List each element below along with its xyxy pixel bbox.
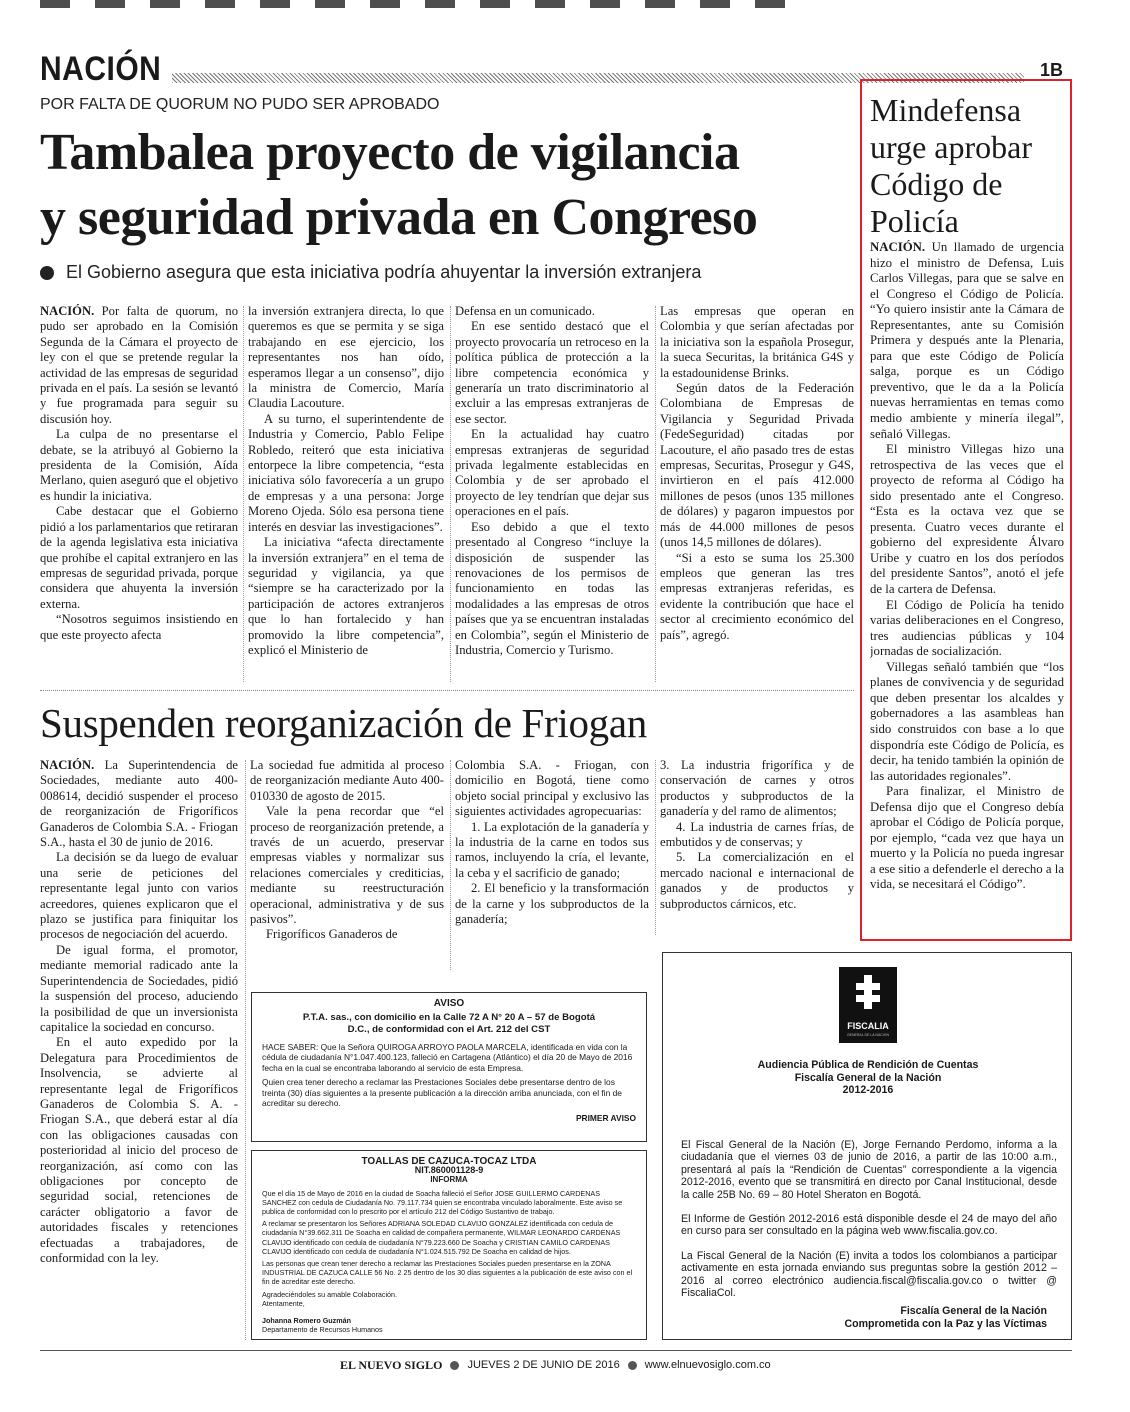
column-rule [245, 760, 246, 1340]
article1-column-4: Las empresas que operan en Colombia y que serían afectadas por la iniciativa son la española Prosegur, la sueca Securitas, la británica G4S y la estadounidense Brinks. Según datos de la Federación Colombiana de Empresas de Vigilancia y Seguridad Privada (FedeSeguridad) citadas por Lacouture, el año pasado tres de estas empresas, Securitas, Prosegur y G4S, invirtieron en el país 412.000 millones de pesos (unos 135 millones de dólares) y pagaron impuestos por más de 44.000 millones de pesos (unos 14,5 millones de dólares). “Si a esto se suma los 25.300 empleos que generan las tres empresas extranjeras referidas, es evidente la contribución que hace el sector al crecimiento económico del país”, agregó. [660, 304, 854, 642]
article2-column-3: Colombia S.A. - Friogan, con domicilio en Bogotá, tiene como objeto social principal y exclusivo las siguientes actividades agropecuarias: 1. La explotación de la ganadería y la industria de la carne en todos sus ramos, incluyendo la cría, el levante, la ceba y el sacrificio de ganado; 2. El beneficio y la transformación de la carne y los subproductos de la ganadería; [455, 758, 649, 927]
article1-column-2: la inversión extranjera directa, lo que queremos es que se permita y se siga trabajando en ese ejercicio, los representantes nos han oído, esperamos llegar a un consenso”, dijo la ministra de Comercio, María Claudia Lacouture. A su turno, el superintendente de Industria y Comercio, Pablo Felipe Robledo, reiteró que esta iniciativa entorpece la libre competencia, “esta iniciativa sólo favorecería a un grupo de empresas y a una persona: Jorge Moreno Ojeda. Sólo esa persona tiene interés en desviar las investigaciones”. La iniciativa “afecta directamente la inversión extranjera” en el tema de seguridad y vigilancia, ya que “siempre se ha caracterizado por la participación de actores extranjeros que lo han fortalecido y han promovido la libre competencia”, explicó el Ministerio de [248, 304, 444, 657]
puzzle-icon [856, 975, 880, 1009]
section-divider [40, 690, 854, 691]
top-cropped-strip [40, 0, 800, 8]
footer-bar [340, 1356, 771, 1374]
article1-column-1: NACIÓN. Por falta de quorum, no pudo ser aprobado en la Comisión Segunda de la Cámara el proyecto de ley con el que se pretende regular la actividad de las empresas de seguridad privada en el país. La sesión se levantó y fue programada para seguir su discusión hoy. La culpa de no presentarse el debate, se la atribuyó al Gobierno la presidenta de la Comisión, Aída Merlano, quien aseguró que el objetivo es hundir la iniciativa. Cabe destacar que el Gobierno pidió a los parlamentarios que retiraran de la agenda legislativa esta iniciativa que prohíbe el capital extranjero en las empresas de seguridad privada, porque considera que ahuyenta la inversión externa. “Nosotros seguimos insistiendo en que este proyecto afecta [40, 304, 238, 642]
article1-headline-line2: y seguridad privada en Congreso [40, 189, 758, 246]
column-rule [243, 306, 244, 682]
aviso-tocaz-title: TOALLAS DE CAZUCA-TOCAZ LTDA [361, 1156, 537, 1167]
article1-column-3: Defensa en un comunicado. En ese sentido destacó que el proyecto provocaría un retroceso en la política pública de protección a la libre competencia económica y generaría un trato discriminatorio al excluir a las empresas extranjeras de ese sector. En la actualidad hay cuatro empresas extranjeras de seguridad privada legalmente establecidas en Colombia y de ser aprobado el proyecto de ley tendrían que dejar sus operaciones en el país. Eso debido a que el texto presentado al Congreso “incluye la disposición de suspender las renovaciones de los permisos de funcionamiento en todas las modalidades a las empresas de otros países que ya se encuentran instaladas en Colombia”, según el Ministerio de Industria, Comercio y Turismo. [455, 304, 649, 657]
website-url[interactable]: www.elnuevosiglo.com.co [644, 1359, 771, 1371]
aviso-subtitle: P.T.A. sas., con domicilio en la Calle 72 A N° 20 A – 57 de Bogotá D.C., de conformidad con el Art. 212 del CST [302, 1011, 596, 1035]
page-number: 1B [1040, 60, 1064, 80]
aviso-pta-box: AVISO P.T.A. sas., con domicilio en la Calle 72 A N° 20 A – 57 de Bogotá D.C., de conformidad con el Art. 212 del CST HACE SABER: Que la Señora QUIROGA ARROYO PAOLA MARCELA, identificada en vida con la cédula de ciudadanía N°1.047.400.123, falleció en Cartagena (Atlántico) el día 20 de Mayo de 2016 fecha en la cual se encontraba laborando al servicio de esta Empresa. Quien crea tener derecho a reclamar las Prestaciones Sociales debe presentarse dentro de los treinta (30) días siguientes a la presente publicación a la dirección arriba anunciada, con el fin de acreditar su derecho. PRIMER AVISO [251, 992, 647, 1142]
column-rule [450, 306, 451, 682]
dateline: NACIÓN. [40, 304, 95, 318]
fiscalia-logo: FISCALIA GENERAL DE LA NACION [839, 967, 897, 1043]
column-rule [655, 306, 656, 682]
aviso-title: AVISO [433, 998, 465, 1009]
article1-kicker: POR FALTA DE QUORUM NO PUDO SER APROBADO [40, 96, 440, 113]
article2-headline: Suspenden reorganización de Friogan [40, 700, 647, 746]
article2-column-4: 3. La industria frigorífica y de conservación de carnes y otros productos y subproductos de la ganadería y del ramo de alimentos; 4. La industria de carnes frías, de embutidos y de conservas; y 5. La comercialización en el mercado nacional e internacional de ganados y de productos y subproductos cárnicos, etc. [660, 758, 854, 911]
newspaper-name: EL NUEVO SIGLO [340, 1357, 443, 1372]
article2-column-1: NACIÓN. La Superintendencia de Sociedades, mediante auto 400-008614, decidió suspender el proceso de reorganización de Frigoríficos Ganaderos de Colombia S.A. - Friogan S.A., hasta el 30 de junio de 2016. La decisión se da luego de evaluar una serie de peticiones del representante legal junto con varios acreedores, quienes explicaron que el plazo se justifica para finiquitar los procesos de negociación del acuerdo. De igual forma, el promotor, mediante memorial radicado ante la Superintendencia de Sociedades, pidió la suspensión del proceso, aduciendo la posibilidad de que un inversionista capitalice la sociedad en concurso. En el auto expedido por la Delegatura para Procedimientos de Insolvencia, se advierte al representante legal de Frigoríficos Ganaderos de Colombia S. A. - Friogan S.A., que deberá estar al día con las obligaciones causadas con posterioridad al inicio del proceso de reorganización, así como con las obligaciones por concepto de seguridad social, retenciones de carácter obligatorio a favor de autoridades fiscales y retenciones efectuadas a trabajadores, de conformidad con la ley. [40, 758, 238, 1265]
article1-headline-line1: Tambalea proyecto de vigilancia [40, 124, 740, 181]
column-rule [655, 760, 656, 935]
aviso-tocaz-box: TOALLAS DE CAZUCA-TOCAZ LTDA NIT.860001128-9 INFORMA Que el día 15 de Mayo de 2016 en la ciudad de Soacha falleció el Señor JOSE GUILLERMO CARDENAS SANCHEZ con cedula de Ciudadanía No. 79.117.734 quien se encontraba vinculado laboralmente. Este aviso se publica de conformidad con lo prescrito por el artículo 212 del Código Sustantivo de trabajo. A reclamar se presentaron los Señores ADRIANA SOLEDAD CLAVIJO GONZALEZ identificada con cedula de ciudadanía N°39.662.311 De Soacha en calidad de compañera permanente, WILMAR LEONARDO CARDENAS CLAVIJO identificado con cedula de ciudadanía N°79.223.660 De Soacha y CRISTIAN CAMILO CARDENAS CLAVIJO identificado con cedula de ciudadanía N°1.024.515.792 De Soacha en calidad de hijos. Las personas que crean tener derecho a reclamar las Prestaciones Sociales pueden presentarse en la ZONA INDUSTRIAL DE CAZUCA CALLE 56 No. 2 25 dentro de los 30 días siguientes a la publicación de este aviso con el fin de acreditar este derecho. Agradeciéndoles su amable Colaboración. Atentamente, Johanna Romero Guzmán Departamento de Recursos Humanos [251, 1150, 647, 1340]
column-rule [450, 760, 451, 970]
sidebar-headline: Mindefensa urge aprobar Código de Policía [870, 92, 1032, 239]
dateline: NACIÓN. [40, 758, 95, 772]
article1-deck: El Gobierno asegura que esta iniciativa podría ahuyentar la inversión extranjera [66, 262, 702, 282]
dateline: NACIÓN. [870, 240, 926, 254]
fiscalia-title: Audiencia Pública de Rendición de Cuentas [757, 1059, 979, 1071]
section-label: NACIÓN [40, 50, 162, 88]
bullet-icon [628, 1361, 637, 1370]
sidebar-body: NACIÓN. Un llamado de urgencia hizo el ministro de Defensa, Luis Carlos Villegas, para que se salve en el Congreso el Código de Policía. “Yo quiero insistir ante la Cámara de Representantes, ante su Comisión Primera y después ante la Plenaria, para que este Código de Policía salga, porque es un Código preventivo, que le da a la Policía nuevas herramientas en temas como medio ambiente y minería ilegal”, señaló Villegas. El ministro Villegas hizo una retrospectiva de las veces que el proyecto de reforma al Código ha sido presentado ante el Congreso. “Esta es la octava vez que se presenta. Cuatro veces durante el gobierno del expresidente Álvaro Uribe y cuatro en los dos períodos del presidente Santos”, anotó el jefe de la cartera de Defensa. El Código de Policía ha tenido varias deliberaciones en el Congreso, tres audiencias públicas y 104 jornadas de socialización. Villegas señaló también que “los planes de convivencia y de seguridad que deben presentar los alcaldes y gobernadores a las asambleas han sido construidos con base a lo que dispondría este Código de Policía, es decir, ha tenido también la opinión de las autoridades regionales”. Para finalizar, el Ministro de Defensa dijo que el Congreso debía aprobar el Código de Policía porque, por ejemplo, “cada vez que haya un muerto y la Policía no pueda ingresar a ese sitio a defenderle el derecho a la vida, se necesitará el Código”. [870, 240, 1064, 892]
footer-rule [40, 1350, 1072, 1351]
bullet-icon [450, 1361, 459, 1370]
fiscalia-ad-box: FISCALIA GENERAL DE LA NACION Audiencia Pública de Rendición de Cuentas Fiscalía General de la Nación 2012-2016 El Fiscal General de la Nación (E), Jorge Fernando Perdomo, informa a la ciudadanía que el viernes 03 de junio de 2016, a partir de las 10:00 a.m., presentará al país la “Rendición de Cuentas” correspondiente a la vigencia 2012-2016, evento que se transmitirá en directo por Canal Institucional, desde la calle 25B No. 69 – 80 Hotel Sheraton en Bogotá. El Informe de Gestión 2012-2016 está disponible desde el 24 de mayo del año en curso para ser consultado en la página web www.fiscalia.gov.co. La Fiscal General de la Nación (E) invita a todos los colombianos a participar activamente en esta jornada enviando sus preguntas sobre la gestión 2012 – 2016 al correo electrónico audiencia.fiscal@fiscalia.gov.co o twitter @ FiscaliaCol. Fiscalía General de la Nación Comprometida con la Paz y las Víctimas [662, 952, 1072, 1340]
bullet-icon [40, 266, 54, 280]
article2-column-2: La sociedad fue admitida al proceso de reorganización mediante Auto 400-010330 de agosto de 2015. Vale la pena recordar que “el proceso de reorganización pretende, a través de un acuerdo, preservar empresas viables y normalizar sus relaciones comerciales y crediticias, mediante su reestructuración operacional, administrativa y de sus pasivos”. Frigoríficos Ganaderos de [250, 758, 444, 942]
issue-date: JUEVES 2 DE JUNIO DE 2016 [467, 1359, 620, 1371]
